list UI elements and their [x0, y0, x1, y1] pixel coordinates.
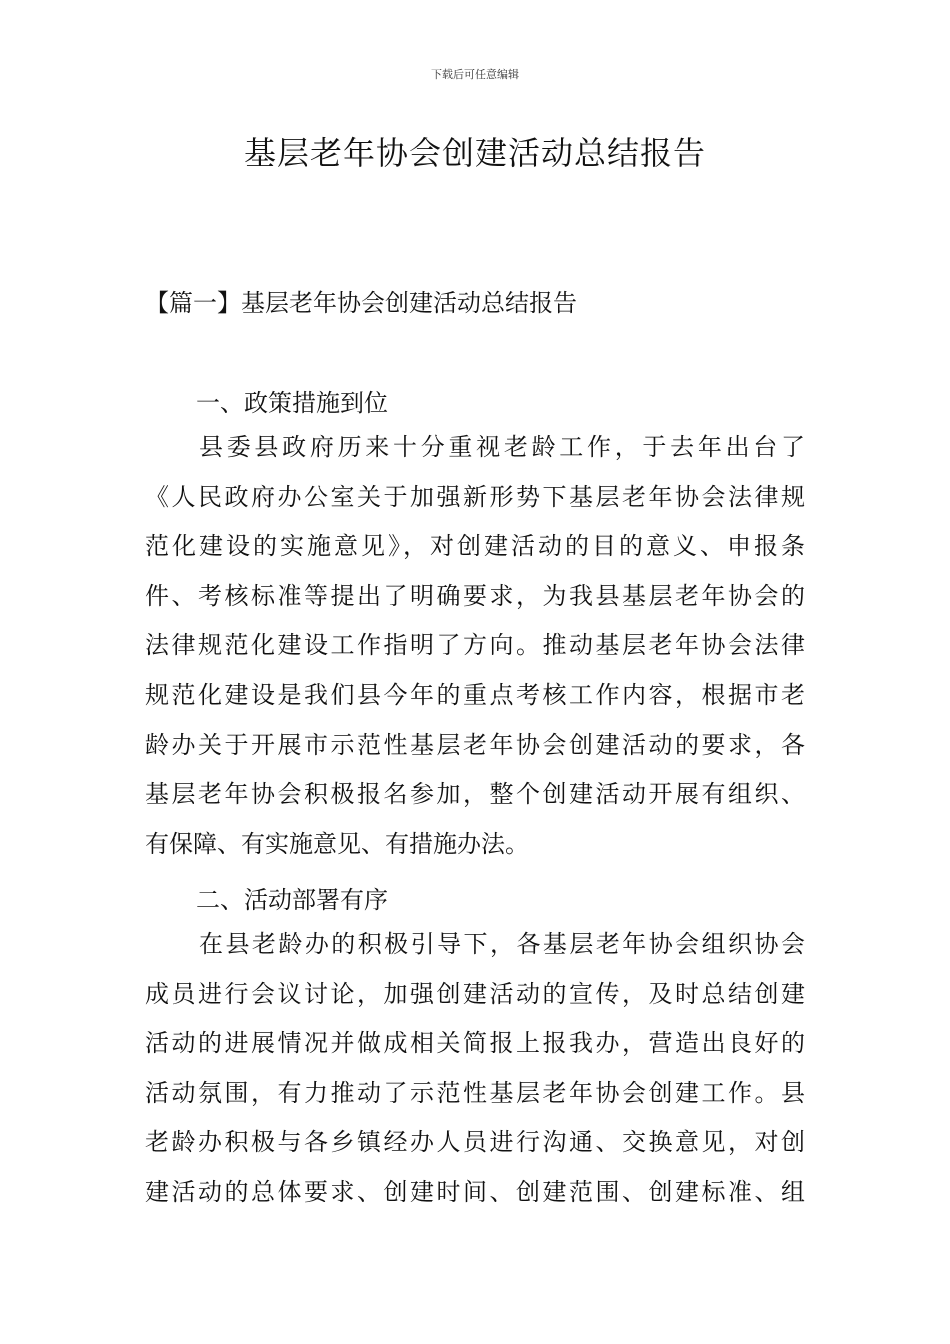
paragraph-line: 龄办关于开展市示范性基层老年协会创建活动的要求，各 [145, 730, 805, 759]
section-heading-2: 二、活动部署有序 [196, 886, 388, 914]
section-body-1 [145, 423, 805, 869]
paragraph-line: 规范化建设是我们县今年的重点考核工作内容，根据市老 [145, 680, 805, 709]
paragraph-line: 基层老年协会积极报名参加，整个创建活动开展有组织、 [145, 780, 805, 809]
article-heading: 【篇一】基层老年协会创建活动总结报告 [145, 289, 577, 317]
paragraph-line: 县委县政府历来十分重视老龄工作，于去年出台了 [199, 433, 805, 461]
paragraph-line: 范化建设的实施意见》，对创建活动的目的意义、申报条 [145, 532, 805, 561]
paragraph-line: 有保障、有实施意见、有措施办法。 [145, 829, 529, 858]
section-heading-1: 一、政策措施到位 [196, 389, 388, 417]
paragraph-line: 法律规范化建设工作指明了方向。推动基层老年协会法律 [145, 631, 805, 660]
paragraph-line: 活动氛围，有力推动了示范性基层老年协会创建工作。县 [145, 1078, 805, 1107]
paragraph-line: 建活动的总体要求、创建时间、创建范围、创建标准、组 [145, 1177, 805, 1206]
section-body-2 [145, 920, 805, 1218]
paragraph-line: 件、考核标准等提出了明确要求，为我县基层老年协会的 [145, 581, 805, 610]
paragraph-line: 《人民政府办公室关于加强新形势下基层老年协会法律规 [145, 482, 805, 511]
paragraph-line: 活动的进展情况并做成相关简报上报我办，营造出良好的 [145, 1029, 805, 1058]
paragraph-line: 老龄办积极与各乡镇经办人员进行沟通、交换意见，对创 [145, 1128, 805, 1157]
header-note: 下载后可任意编辑 [431, 68, 519, 81]
paragraph-line: 成员进行会议讨论，加强创建活动的宣传，及时总结创建 [145, 979, 805, 1008]
paragraph-line: 在县老龄办的积极引导下，各基层老年协会组织协会 [199, 930, 805, 958]
document-title: 基层老年协会创建活动总结报告 [243, 134, 706, 172]
